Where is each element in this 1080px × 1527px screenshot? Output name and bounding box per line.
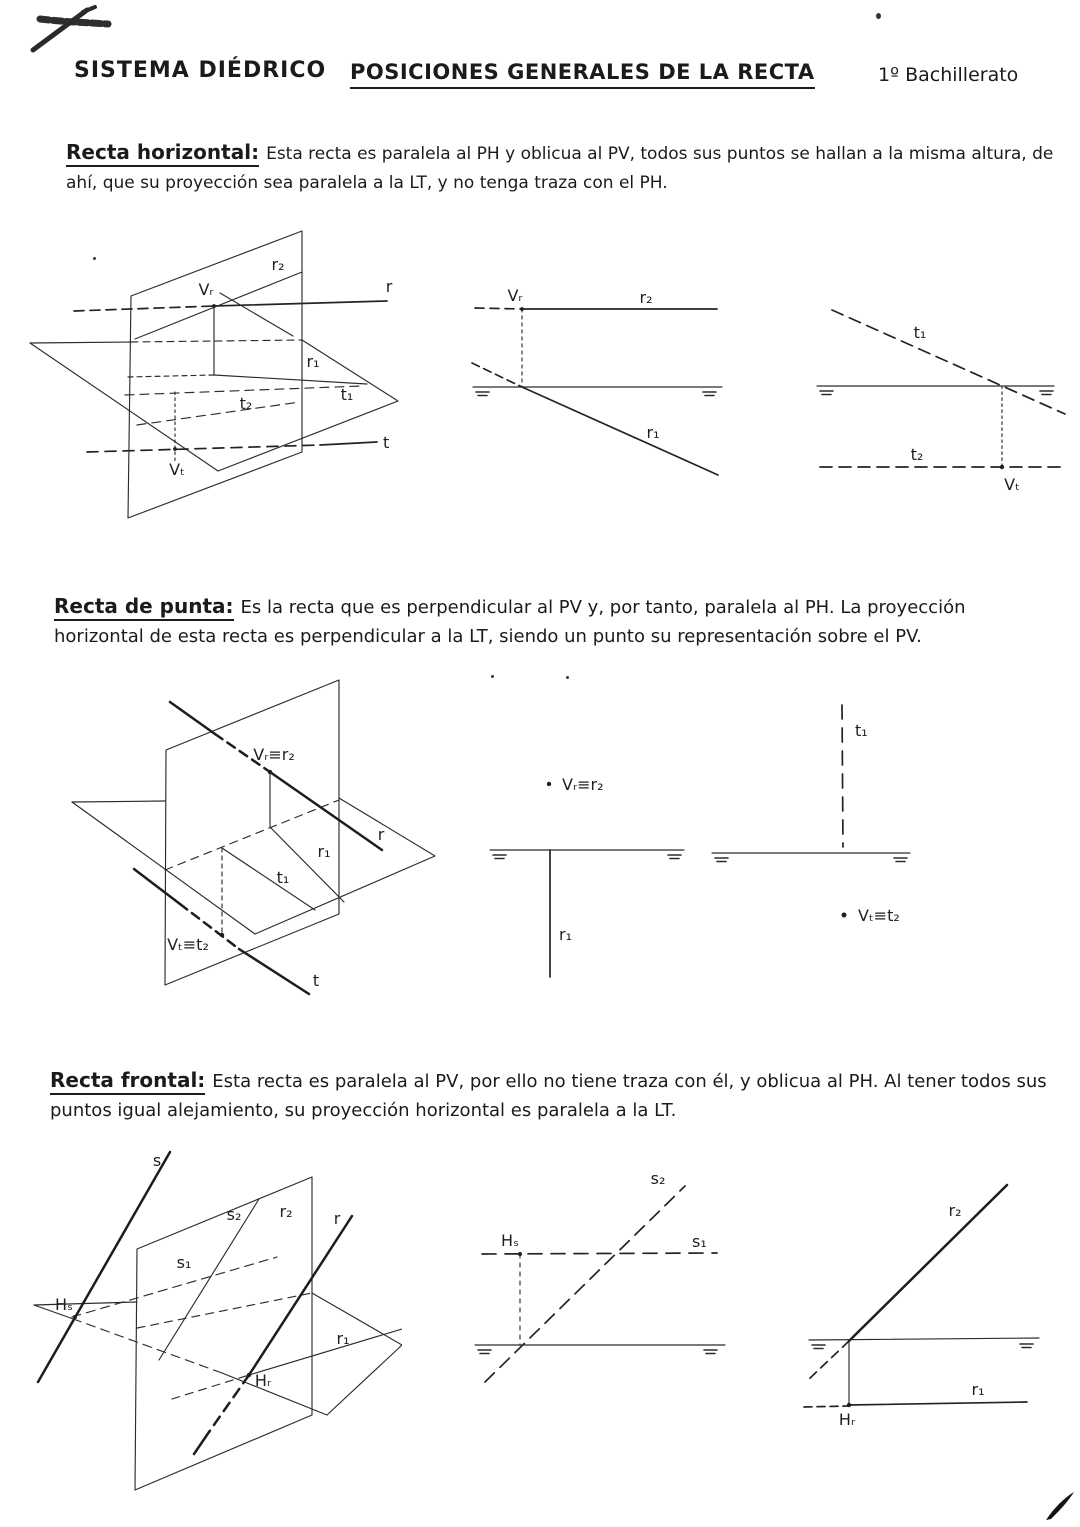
diagram-recta-horizontal-proyecciones-t (792, 282, 1080, 502)
lt-end-ticks (820, 391, 1053, 395)
r1-line (849, 1402, 1027, 1405)
point-vr-r2 (268, 770, 272, 774)
point-vt-t2 (842, 913, 847, 918)
grade-level: 1º Bachillerato (878, 64, 1019, 86)
diagram-recta-frontal-3d (22, 1132, 402, 1522)
fold-line-hidden (165, 800, 339, 870)
lt-end-ticks (478, 1350, 717, 1354)
label-hr: Hᵣ (254, 1371, 272, 1390)
ink-dot-3 (566, 676, 569, 679)
point-vt (1000, 465, 1004, 469)
label-t: t (383, 433, 390, 452)
label-t: t (312, 971, 320, 990)
line-s-and-projections (38, 1152, 277, 1382)
diagram-recta-de-punta-3d (52, 672, 452, 1012)
label-r1: r₁ (336, 1329, 350, 1348)
point-vr (212, 304, 216, 308)
section-recta-frontal-paragraph (50, 1066, 1070, 1125)
label-r2: r₂ (279, 1202, 293, 1221)
line-t-and-projections (87, 386, 377, 464)
label-r: r (385, 277, 393, 296)
label-hs: Hₛ (55, 1295, 73, 1314)
label-r1: r₁ (559, 925, 572, 944)
page-title: POSICIONES GENERALES DE LA RECTA (350, 60, 815, 89)
label-s2: s₂ (226, 1205, 242, 1224)
r2-hidden-segment (808, 1341, 849, 1380)
section-recta-de-punta-paragraph (54, 592, 1054, 651)
line-r-and-projections (172, 1216, 402, 1454)
label-t1: t₁ (276, 868, 290, 887)
section-heading-recta-frontal: Recta frontal: (50, 1068, 205, 1095)
label-s: s (152, 1151, 162, 1170)
label-r2: r₂ (271, 255, 285, 274)
label-s2: s₂ (650, 1169, 666, 1188)
section-body-recta-horizontal: Esta recta es paralela al PH y oblicua al PV, todos sus puntos se hallan a la misma altura, de ahí, que su proyección sea paralela a la LT, y no tenga traza con el PH. (66, 144, 1054, 193)
label-r: r (377, 825, 385, 844)
section-body-recta-frontal: Esta recta es paralela al PV, por ello no tiene traza con él, y oblicua al PH. Al tener todos sus puntos igual alejamiento, su proyección horizontal es paralela a la LT. (50, 1071, 1047, 1121)
label-t2: t₂ (239, 394, 253, 413)
lt-end-ticks (715, 858, 907, 862)
label-vr-r2: Vᵣ≡r₂ (253, 745, 295, 764)
vertical-plane-outline (135, 1177, 312, 1490)
point-hs (73, 1315, 77, 1319)
label-vr: Vᵣ (198, 280, 214, 299)
section-heading-recta-de-punta: Recta de punta: (54, 594, 234, 621)
label-t1: t₁ (855, 721, 868, 740)
label-vr-r2: Vᵣ≡r₂ (562, 775, 604, 794)
label-r2: r₂ (948, 1201, 962, 1220)
label-s1: s₁ (176, 1253, 192, 1272)
fold-line-hidden (137, 1293, 312, 1328)
horizontal-plane-front-edge (222, 1373, 327, 1415)
ink-dot-2 (491, 675, 494, 678)
t1-line (842, 705, 843, 847)
lt-ground-line (809, 1338, 1039, 1340)
s2-line (485, 1186, 685, 1382)
section-recta-horizontal-paragraph (66, 138, 1066, 198)
r2-hidden-segment (475, 308, 522, 309)
r1-hidden-segment (472, 363, 522, 387)
diagram-recta-frontal-proyecciones-s (442, 1162, 762, 1402)
diagram-recta-frontal-proyecciones-r (792, 1152, 1080, 1452)
label-r1: r₁ (317, 842, 331, 861)
label-r: r (333, 1209, 341, 1228)
point-vt (173, 447, 177, 451)
page-corner-pen-mark (1040, 1490, 1078, 1524)
r1-hidden-segment (804, 1406, 849, 1407)
label-vt: Vₜ (169, 460, 185, 479)
label-hs: Hₛ (501, 1231, 519, 1250)
label-vt-t2: Vₜ≡t₂ (858, 906, 900, 925)
label-t1: t₁ (913, 323, 927, 342)
label-t2: t₂ (910, 445, 924, 464)
point-hs (518, 1252, 522, 1256)
label-s1: s₁ (692, 1232, 707, 1251)
section-body-recta-de-punta: Es la recta que es perpendicular al PV y, por tanto, paralela al PH. La proyección horizontal de esta recta es perpendicular a la LT, siendo un punto su representación sobre el PV. (54, 597, 966, 647)
horizontal-plane-hidden-edge (131, 340, 302, 342)
lt-end-ticks (476, 392, 716, 396)
horizontal-plane-back-edge (72, 801, 165, 802)
label-vr: Vᵣ (507, 286, 523, 305)
point-hr (847, 1403, 851, 1407)
line-r-and-projections (74, 272, 387, 384)
s1-line (482, 1253, 717, 1254)
label-r2: r₂ (639, 288, 653, 307)
diagram-recta-horizontal-proyecciones-r (440, 262, 760, 492)
point-vr-r2 (547, 782, 551, 786)
diagram-recta-de-punta-proyecciones-t (692, 692, 1022, 952)
label-hr: Hᵣ (838, 1410, 856, 1429)
lt-end-ticks (493, 855, 681, 859)
diagram-recta-horizontal-3d (15, 212, 435, 542)
horizontal-plane-back-edge (30, 342, 131, 343)
horizontal-plane-outline (72, 798, 435, 934)
point-vt-t2 (220, 933, 224, 937)
r2-line (849, 1185, 1007, 1341)
label-r1: r₁ (971, 1380, 985, 1399)
horizontal-plane-front-edge-hidden (79, 1321, 222, 1373)
document-subject: SISTEMA DIÉDRICO (74, 58, 327, 83)
pen-scribble-mark (25, 4, 135, 62)
t1-line (832, 310, 1065, 414)
label-t1: t₁ (340, 385, 354, 404)
section-heading-recta-horizontal: Recta horizontal: (66, 140, 259, 167)
label-vt: Vₜ (1004, 475, 1020, 494)
horizontal-plane-right-edge (312, 1293, 402, 1415)
label-r1: r₁ (646, 423, 660, 442)
label-r1: r₁ (306, 352, 320, 371)
r1-line (522, 387, 718, 475)
ink-dot-top-right (876, 13, 881, 19)
label-vt-t2: Vₜ≡t₂ (167, 935, 209, 954)
point-hr (247, 1373, 251, 1377)
point-vr (520, 307, 524, 311)
